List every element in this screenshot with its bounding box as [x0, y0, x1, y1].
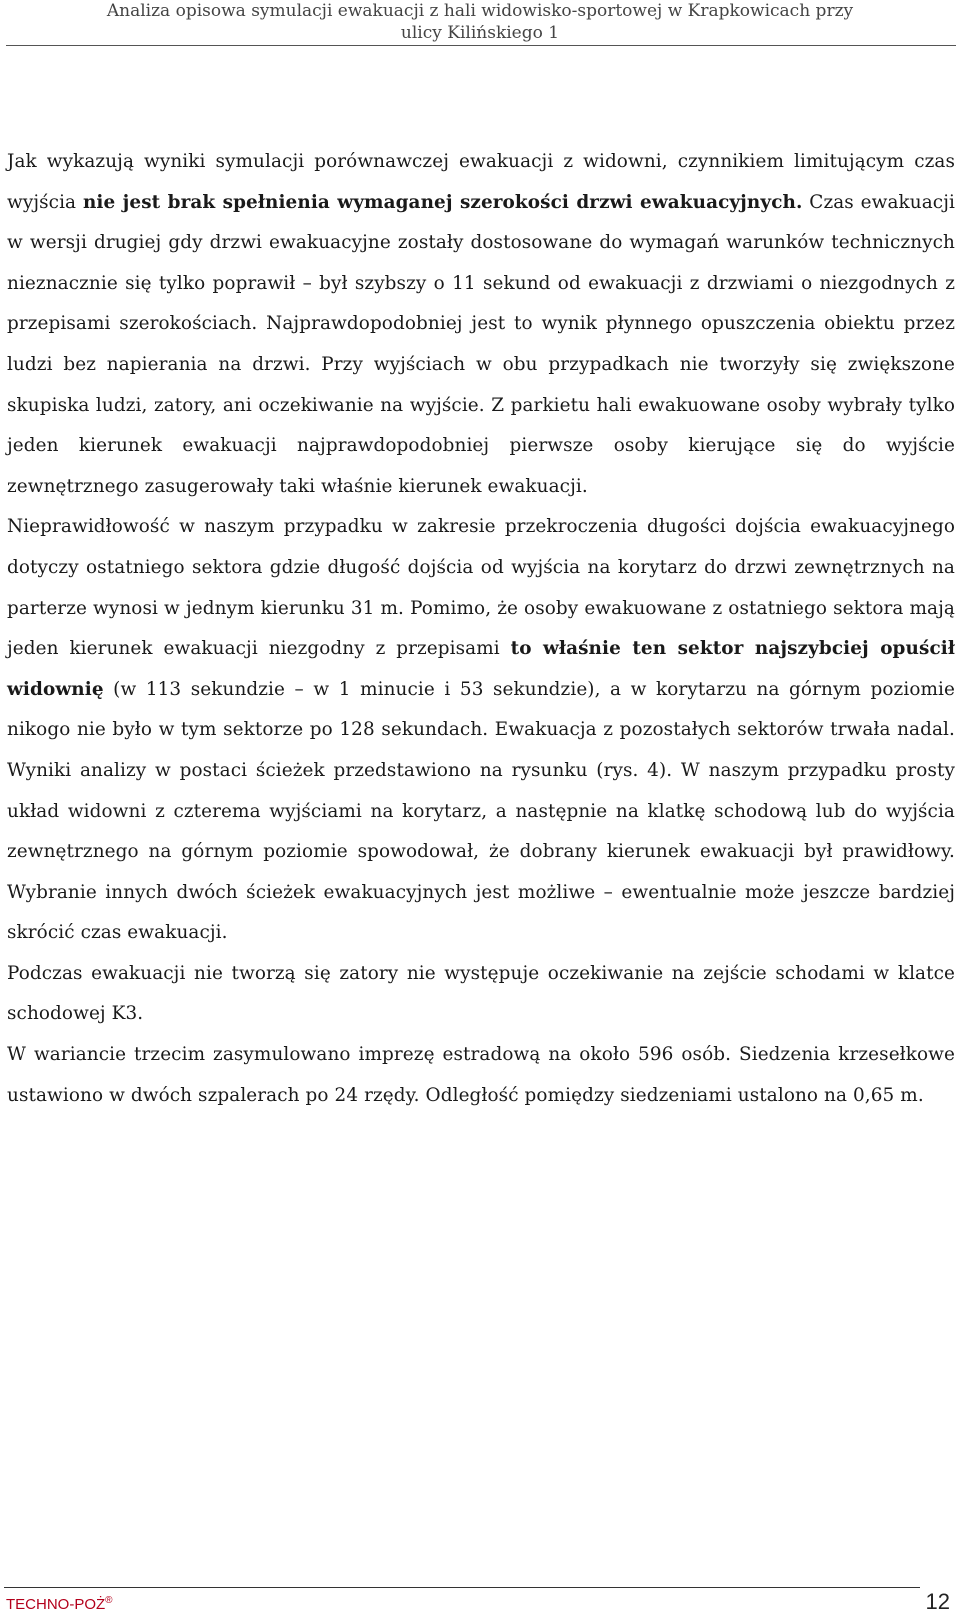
paragraph-2 [7, 507, 955, 954]
paragraph-4: W wariancie trzecim zasymulowano imprezę estradową na około 596 osób. Siedzenia krzesełkowe ustawiono w dwóch szpalerach po 24 rzędy. Odległość pomiędzy siedzeniami ustalono na 0,65 m. [7, 1044, 955, 1106]
paragraph-3: Podczas ewakuacji nie tworzą się zatory nie występuje oczekiwanie na zejście schodami w klatce schodowej K3. [7, 962, 955, 1025]
paragraph-1-text-a: Jak wykazują wyniki symulacji porównawczej ewakuacji z widowni, czynnikiem limitującym czas wyjścia [7, 151, 955, 213]
paragraph-2-text-a: Nieprawidłowość w naszym przypadku w zakresie przekroczenia długości dojścia ewakuacyjnego dotyczy ostatniego sektora gdzie długość dojścia od wyjścia na korytarz do drzwi zewnętrznych na parterze wynosi w jednym kierunku 31 m. Pomimo, że osoby ewakuowane z ostatniego sektora mają jeden kierunek ewakuacji niezgodny z przepisami [7, 516, 955, 660]
paragraph-1 [7, 142, 955, 507]
paragraph-2-text-b: (w 113 sekundzie – w 1 minucie i 53 sekundzie), a w korytarzu na górnym poziomie nikogo nie było w tym sektorze po 128 sekundach. Ewakuacja z pozostałych sektorów trwała nadal. Wyniki analizy w postaci ścieżek przedstawiono na rysunku (rys. 4). W naszym przypadku prosty układ widowni z czterema wyjściami na korytarz, a następnie na klatkę schodową lub do wyjścia zewnętrznego na górnym poziomie spowodował, że dobrany kierunek ewakuacji był prawidłowy. Wybranie innych dwóch ścieżek ewakuacyjnych jest możliwe – ewentualnie może jeszcze bardziej skrócić czas ewakuacji. [7, 678, 955, 944]
page-number: 12 [925, 1589, 950, 1614]
document-body [7, 142, 955, 1116]
footer-brand-name: TECHNO-POŻ [6, 1596, 106, 1613]
paragraph-1-bold: nie jest brak spełnienia wymaganej szerokości drzwi ewakuacyjnych. [82, 191, 803, 213]
registered-mark: ® [105, 1595, 113, 1606]
running-header [0, 0, 960, 44]
header-title-line-1: Analiza opisowa symulacji ewakuacji z hali widowisko-sportowej w Krapkowicach przy [106, 1, 854, 21]
header-title-line-2: ulicy Kilińskiego 1 [400, 23, 560, 43]
footer-divider [4, 1587, 920, 1588]
header-divider [6, 45, 956, 46]
paragraph-2-bold: to właśnie ten sektor najszybciej opuścił widownię [7, 638, 956, 700]
paragraph-1-text-b: Czas ewakuacji w wersji drugiej gdy drzwi ewakuacyjne zostały dostosowane do wymagań warunków technicznych nieznacznie się tylko poprawił – był szybszy o 11 sekund od ewakuacji z drzwiami o niezgodnych z przepisami szerokościach. Najprawdopodobniej jest to wynik płynnego opuszczenia obiektu przez ludzi bez napierania na drzwi. Przy wyjściach w obu przypadkach nie tworzyły się zwiększone skupiska ludzi, zatory, ani oczekiwanie na wyjście. Z parkietu hali ewakuowane osoby wybrały tylko jeden kierunek ewakuacji najprawdopodobniej pierwsze osoby kierujące się do wyjście zewnętrznego zasugerowały taki właśnie kierunek ewakuacji. [7, 191, 955, 497]
footer-brand [6, 1592, 113, 1614]
